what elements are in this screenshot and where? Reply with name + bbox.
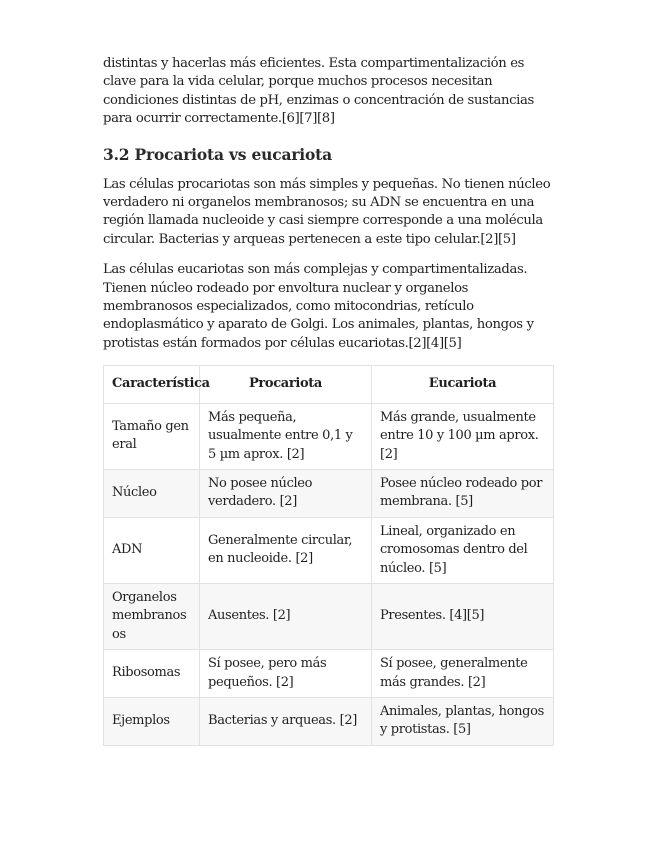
- cell-eukaryote: Presentes. [4][5]: [372, 583, 554, 649]
- table-row: [104, 517, 554, 583]
- cell-feature: Ribosomas: [104, 650, 200, 698]
- comparison-table: [103, 365, 554, 746]
- cell-prokaryote: Ausentes. [2]: [200, 583, 372, 649]
- cell-prokaryote: Bacterias y arqueas. [2]: [200, 697, 372, 745]
- eukaryote-paragraph: Las células eucariotas son más complejas y compartimentalizadas. Tienen núcleo rodeado por envoltura nuclear y organelos membranosos especializados, como mitocondrias, retículo endoplasmático y aparato de Golgi. Los animales, plantas, hongos y protistas están formados por células eucariotas.[2][4][5]: [103, 262, 534, 351]
- cell-eukaryote: Lineal, organizado en cromosomas dentro del núcleo. [5]: [372, 517, 554, 583]
- table-row: [104, 583, 554, 649]
- table-row: [104, 697, 554, 745]
- cell-feature: Núcleo: [104, 469, 200, 517]
- cell-eukaryote: Animales, plantas, hongos y protistas. [5]: [372, 697, 554, 745]
- cell-feature: Ejemplos: [104, 697, 200, 745]
- cell-prokaryote: Más pequeña, usualmente entre 0,1 y 5 µm aprox. [2]: [200, 403, 372, 469]
- table-row: [104, 650, 554, 698]
- cell-prokaryote: No posee núcleo verdadero. [2]: [200, 469, 372, 517]
- document-content: [103, 55, 553, 746]
- cell-eukaryote: Posee núcleo rodeado por membrana. [5]: [372, 469, 554, 517]
- cell-eukaryote: Más grande, usualmente entre 10 y 100 µm aprox. [2]: [372, 403, 554, 469]
- cell-prokaryote: Generalmente circular, en nucleoide. [2]: [200, 517, 372, 583]
- intro-paragraph: distintas y hacerlas más eficientes. Esta compartimentalización es clave para la vida celular, porque muchos procesos necesitan condiciones distintas de pH, enzimas o concentración de sustancias para ocurrir correctamente.[6][7][8]: [103, 56, 534, 127]
- prokaryote-paragraph: Las células procariotas son más simples y pequeñas. No tienen núcleo verdadero ni organelos membranosos; su ADN se encuentra en una región llamada nucleoide y casi siempre corresponde a una molécula circular. Bacterias y arqueas pertenecen a este tipo celular.[2][5]: [103, 176, 551, 247]
- table-row: [104, 403, 554, 469]
- header-characteristic: Característica: [104, 366, 200, 403]
- cell-prokaryote: Sí posee, pero más pequeños. [2]: [200, 650, 372, 698]
- cell-feature: Tamaño general: [104, 403, 200, 469]
- header-eukaryote: Eucariota: [372, 366, 554, 403]
- cell-eukaryote: Sí posee, generalmente más grandes. [2]: [372, 650, 554, 698]
- cell-feature: ADN: [104, 517, 200, 583]
- table-row: [104, 469, 554, 517]
- header-prokaryote: Procariota: [200, 366, 372, 403]
- cell-feature: Organelos membranosos: [104, 583, 200, 649]
- table-header-row: [104, 366, 554, 403]
- section-heading: 3.2 Procariota vs eucariota: [103, 144, 332, 164]
